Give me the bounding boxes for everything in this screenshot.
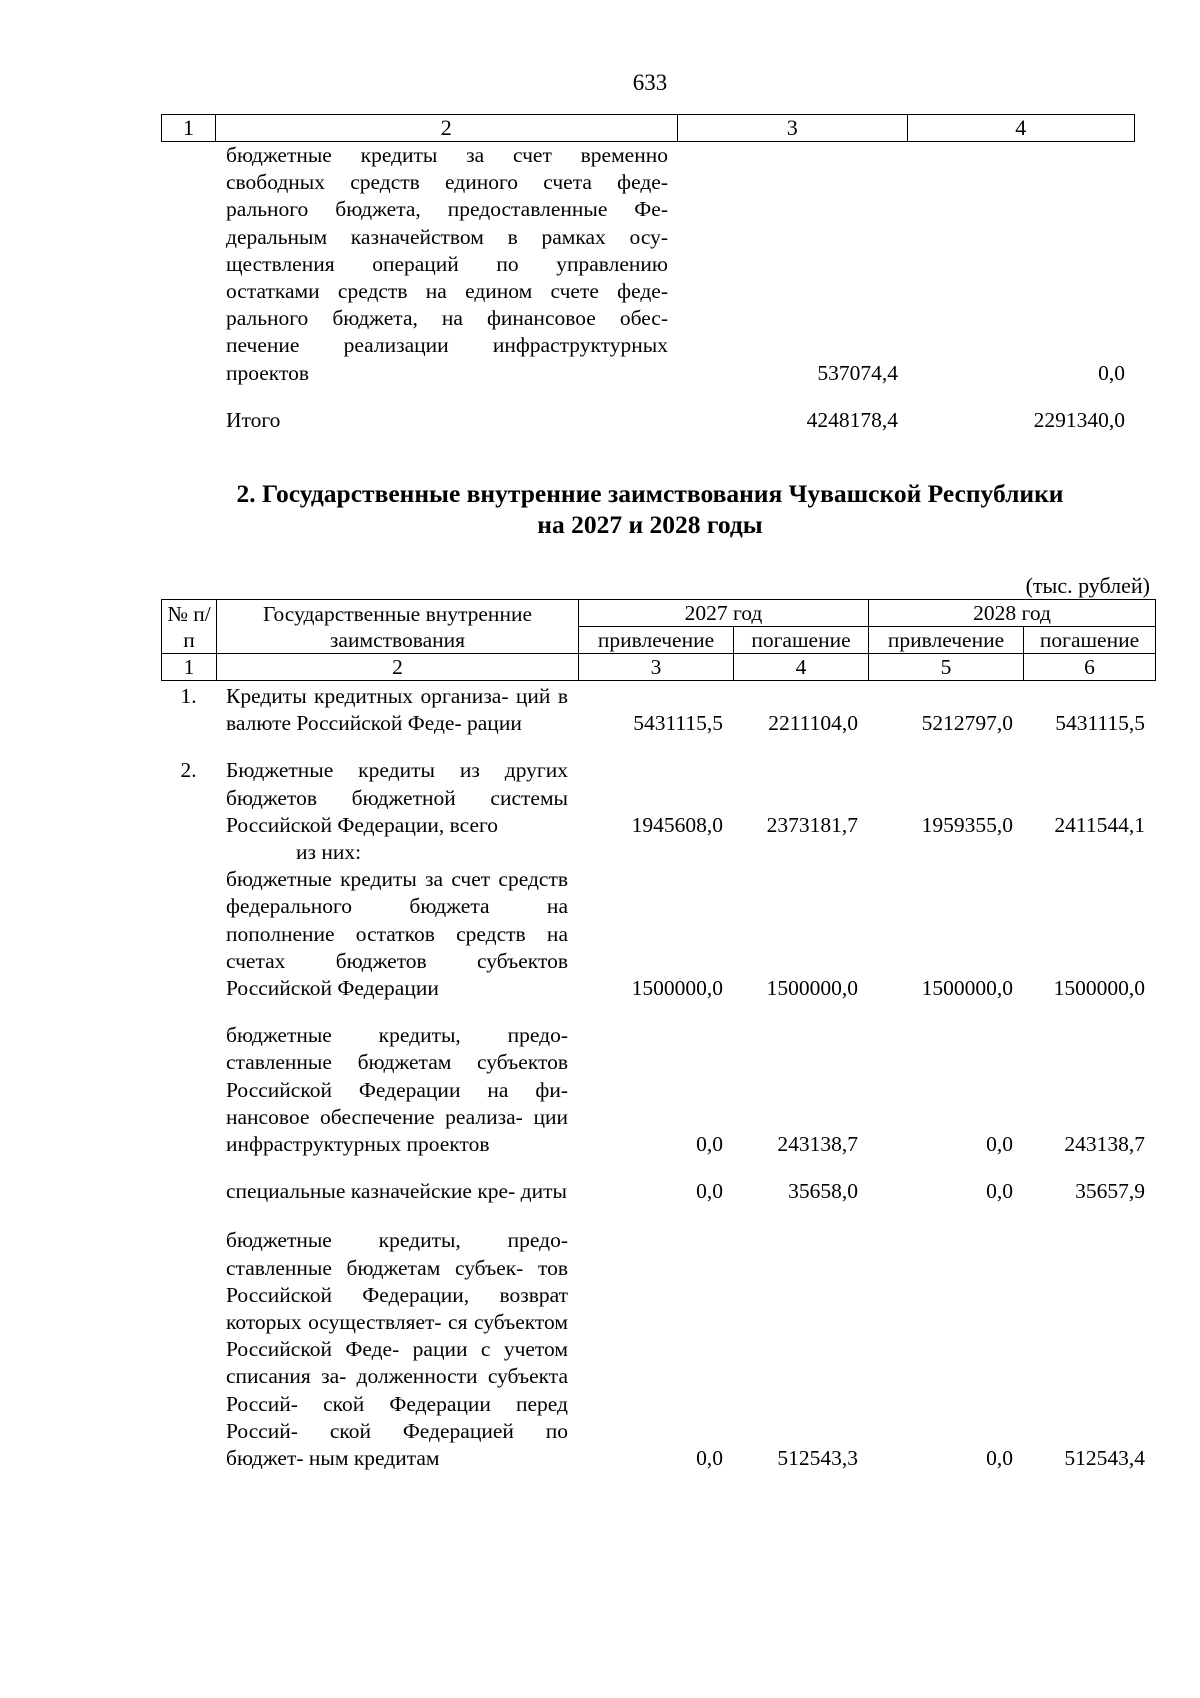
unit-label: (тыс. рублей)	[1025, 573, 1150, 598]
row-value: 0,0	[986, 1132, 1013, 1157]
row-number	[161, 1022, 216, 1158]
row-value-col4: 0,0	[1098, 360, 1125, 385]
row-number	[161, 1178, 216, 1205]
row-value: 1500000,0	[631, 976, 723, 1001]
section-title	[0, 478, 1200, 540]
row-text: Кредиты кредитных организа- ций в валюте Российской Феде- рации	[226, 684, 568, 736]
page-number: 633	[632, 70, 668, 95]
row-text: Бюджетные кредиты из других бюджетов бюджетной системы Российской Федерации, всего	[226, 758, 568, 837]
header-name: Государственные внутренние заимствования	[217, 600, 579, 654]
row-value: 243138,7	[1064, 1132, 1145, 1157]
continuation-header	[161, 114, 1135, 142]
header-year-2027: 2027 год	[579, 600, 869, 627]
section-title-line2: на 2027 и 2028 годы	[537, 510, 763, 539]
continuation-table	[161, 114, 1135, 434]
header-no: № п/п	[162, 600, 217, 654]
header-index-1: 1	[162, 654, 217, 681]
row-value: 0,0	[696, 1179, 723, 1204]
row-number	[161, 866, 216, 1002]
row-value: 1500000,0	[1053, 976, 1145, 1001]
header-index-5: 5	[869, 654, 1024, 681]
row-number: 1.	[180, 684, 197, 708]
row-value: 5212797,0	[921, 711, 1013, 736]
row-value: 35657,9	[1075, 1179, 1145, 1204]
table-row	[161, 1178, 1155, 1205]
row-value: 5431115,5	[1055, 711, 1145, 736]
row-value: 35658,0	[788, 1179, 858, 1204]
row-text-block	[216, 757, 578, 866]
table-row	[161, 866, 1155, 1002]
row-text: бюджетные кредиты, предо- ставленные бюджетам субъек- тов Российской Федерации, возврат которых осуществляет- ся субъектом Российской Феде- рации с учетом списания за- долженности субъекта Россий- ской Федерации перед Россий- ской Федерацией по бюджет- ным кредитам	[226, 1228, 568, 1471]
table-row	[161, 757, 1155, 866]
header-borrow-2027: привлечение	[579, 627, 734, 654]
header-year-2028: 2028 год	[869, 600, 1156, 627]
row-value: 512543,4	[1064, 1446, 1145, 1471]
table-row	[161, 142, 1135, 387]
header-col-1: 1	[161, 114, 216, 142]
row-value: 1500000,0	[766, 976, 858, 1001]
row-value-col3: 537074,4	[817, 360, 898, 385]
header-col-4: 4	[907, 114, 1136, 142]
header-repay-2028: погашение	[1024, 627, 1156, 654]
header-repay-2027: погашение	[734, 627, 869, 654]
row-value: 1959355,0	[921, 812, 1013, 837]
row-text: специальные казначейские кре- диты	[226, 1179, 567, 1204]
row-text: бюджетные кредиты, предо- ставленные бюджетам субъектов Российской Федерации на фи- нансовое обеспечение реализа- ции инфраструктурных проектов	[226, 1023, 568, 1157]
header-index-3: 3	[579, 654, 734, 681]
row-value: 1500000,0	[921, 976, 1013, 1001]
row-text: бюджетные кредиты за счет временно свободных средств единого счета феде- рального бюджета, предоставленные Фе- деральным казначейством в рамках осу- ществления операций по управлению остатками средств на едином счете феде- рального бюджета, на финансовое обес- печение реализации инфраструктурных проектов	[226, 143, 668, 385]
row-value: 1945608,0	[631, 812, 723, 837]
row-value: 0,0	[986, 1179, 1013, 1204]
header-col-3: 3	[677, 114, 909, 142]
row-subheading: из них:	[296, 840, 362, 865]
header-index-4: 4	[734, 654, 869, 681]
row-number	[161, 1227, 216, 1472]
total-row	[161, 407, 1135, 434]
row-value: 512543,3	[777, 1446, 858, 1471]
row-value: 2411544,1	[1054, 812, 1145, 837]
row-value: 2373181,7	[766, 812, 858, 837]
borrowings-table	[161, 599, 1155, 1472]
table-row	[161, 1227, 1155, 1472]
total-col3: 4248178,4	[806, 407, 898, 432]
header-index-2: 2	[217, 654, 579, 681]
header-index-6: 6	[1024, 654, 1156, 681]
table-row	[161, 683, 1155, 737]
row-text: бюджетные кредиты за счет средств федерального бюджета на пополнение остатков средств на счетах бюджетов субъектов Российской Федерации	[226, 867, 568, 1001]
borrowings-table-header	[161, 599, 1156, 681]
row-value: 0,0	[696, 1132, 723, 1157]
row-value: 2211104,0	[768, 711, 858, 736]
total-label: Итого	[226, 407, 281, 432]
row-value: 0,0	[696, 1446, 723, 1471]
row-number: 2.	[180, 758, 197, 783]
header-col-2: 2	[215, 114, 679, 142]
row-value: 243138,7	[777, 1132, 858, 1157]
table-row	[161, 1022, 1155, 1158]
row-value: 5431115,5	[633, 711, 723, 736]
header-borrow-2028: привлечение	[869, 627, 1024, 654]
section-title-line1: 2. Государственные внутренние заимствования Чувашской Республики	[236, 479, 1064, 508]
row-value: 0,0	[986, 1446, 1013, 1471]
total-col4: 2291340,0	[1033, 407, 1125, 432]
